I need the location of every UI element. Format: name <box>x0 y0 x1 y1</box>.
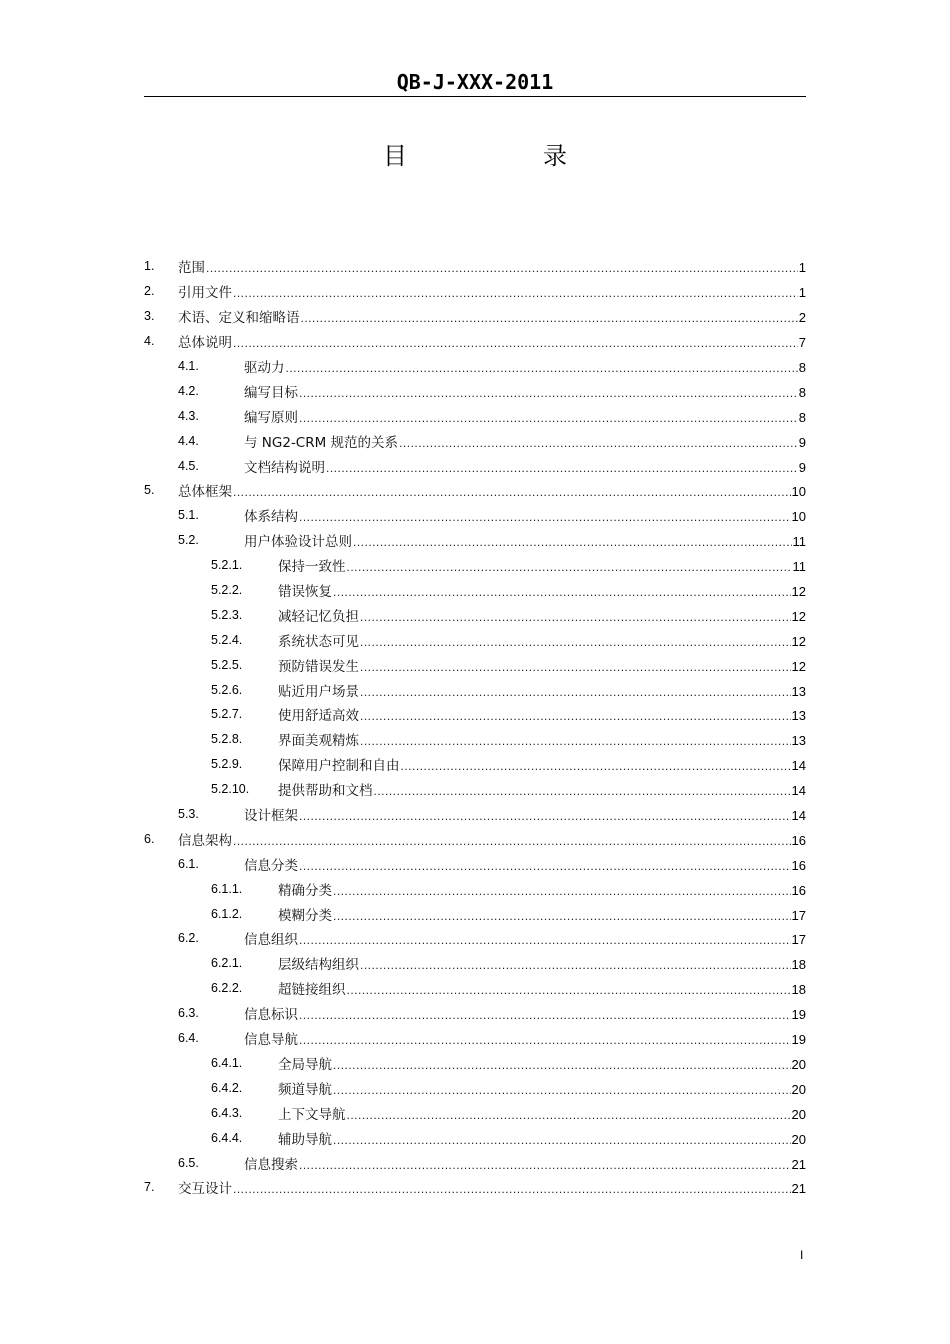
toc-entry-title: 编写原则 <box>244 409 298 426</box>
toc-entry[interactable] <box>144 329 806 354</box>
toc-dot-leader <box>299 1033 791 1047</box>
toc-entry-body <box>244 1153 806 1173</box>
toc-entry[interactable] <box>144 826 806 851</box>
toc-entry-title: 全局导航 <box>278 1056 332 1073</box>
toc-dot-leader <box>299 859 791 873</box>
toc-entry-number: 6.2. <box>178 931 199 946</box>
toc-entry-number: 4.2. <box>178 383 199 398</box>
toc-dot-leader <box>299 411 798 425</box>
toc-dot-leader <box>347 560 792 574</box>
toc-dot-leader <box>353 535 792 549</box>
toc-entry-number: 6.4.1. <box>211 1055 243 1070</box>
toc-entry-body <box>244 1003 806 1023</box>
toc-entry-page: 19 <box>791 1007 806 1023</box>
toc-entry-body <box>244 530 806 550</box>
toc-entry-number: 6.3. <box>178 1006 199 1021</box>
toc-entry-title: 设计框架 <box>244 808 298 825</box>
toc-entry[interactable] <box>144 1051 806 1076</box>
toc-entry-page: 17 <box>791 907 806 923</box>
toc-entry[interactable] <box>144 578 806 603</box>
toc-entry-number: 5.2.9. <box>211 757 243 772</box>
toc-dot-leader <box>333 1058 791 1072</box>
toc-entry-title: 信息组织 <box>244 932 298 949</box>
toc-entry-number: 4.1. <box>178 359 199 373</box>
toc-entry-number: 5.2.8. <box>211 732 243 747</box>
toc-entry-number: 6.1.2. <box>211 906 243 921</box>
toc-entry-page: 12 <box>791 658 806 674</box>
toc-entry-body <box>244 356 806 376</box>
toc-dot-leader <box>233 485 791 499</box>
toc-entry-page: 8 <box>798 360 806 375</box>
toc-entry[interactable] <box>144 1100 806 1125</box>
toc-entry-body <box>278 978 806 998</box>
toc-dot-leader <box>233 1182 791 1196</box>
toc-entry-body <box>278 605 806 625</box>
page-number: I <box>800 1248 804 1262</box>
toc-entry[interactable] <box>144 403 806 428</box>
toc-dot-leader <box>347 983 791 997</box>
toc-entry-body <box>278 779 806 799</box>
toc-entry-number: 5.2.1. <box>211 558 243 573</box>
toc-entry[interactable] <box>144 1125 806 1150</box>
toc-dot-leader <box>299 933 791 947</box>
toc-entry-title: 引用文件 <box>178 285 232 302</box>
toc-entry-number: 6.2.1. <box>211 956 243 971</box>
toc-entry-number: 4.4. <box>178 433 199 448</box>
toc-entry-body <box>278 953 806 973</box>
toc-entry-title: 保障用户控制和自由 <box>278 758 400 775</box>
toc-entry-title: 频道导航 <box>278 1081 332 1098</box>
toc-entry-body <box>278 879 806 899</box>
toc-entry-number: 6.5. <box>178 1155 199 1170</box>
toc-entry-number: 3. <box>144 309 155 324</box>
toc-entry-page: 20 <box>791 1106 806 1122</box>
toc-dot-leader <box>360 610 791 624</box>
toc-entry-body <box>278 1128 806 1148</box>
toc-entry-title: 超链接组织 <box>278 982 346 999</box>
toc-entry-page: 14 <box>791 758 806 774</box>
toc-entry-body <box>278 1103 806 1123</box>
toc-entry-title: 模糊分类 <box>278 907 332 924</box>
toc-entry-body <box>278 904 806 924</box>
toc-entry-page: 8 <box>798 409 806 425</box>
toc-entry-title: 贴近用户场景 <box>278 683 359 700</box>
toc-dot-leader <box>333 1083 791 1097</box>
toc-entry[interactable] <box>144 677 806 702</box>
toc-entry[interactable] <box>144 453 806 478</box>
toc-dot-leader <box>399 436 798 450</box>
toc-entry-title: 错误恢复 <box>278 584 332 601</box>
toc-entry-body <box>178 480 806 500</box>
toc-entry-title: 提供帮助和文档 <box>278 783 373 800</box>
toc-entry-body <box>244 928 806 948</box>
toc-entry-number: 6.4. <box>178 1031 199 1046</box>
toc-entry-body <box>278 680 806 700</box>
toc-title: 目 录 <box>383 142 623 170</box>
toc-entry-title: 信息搜索 <box>244 1156 298 1173</box>
toc-entry-page: 10 <box>791 484 806 500</box>
toc-entry-title: 预防错误发生 <box>278 658 359 675</box>
toc-entry-body <box>278 1053 806 1073</box>
toc-entry-body <box>278 704 806 724</box>
toc-entry-number: 5.1. <box>178 508 199 523</box>
toc-entry-page: 14 <box>791 783 806 799</box>
toc-entry-number: 5.2.7. <box>211 707 243 722</box>
toc-entry-title: 交互设计 <box>178 1181 232 1198</box>
toc-entry-title: 上下文导航 <box>278 1106 346 1123</box>
toc-entry-page: 21 <box>791 1181 806 1197</box>
toc-entry-number: 5.2.3. <box>211 607 243 622</box>
toc-dot-leader <box>360 635 791 649</box>
toc-entry-title: 减轻记忆负担 <box>278 608 359 625</box>
toc-entry-page: 17 <box>791 932 806 948</box>
toc-entry-page: 9 <box>798 434 806 450</box>
toc-entry-body <box>278 630 806 650</box>
toc-entry-page: 16 <box>791 832 806 848</box>
toc-entry-page: 2 <box>798 310 806 326</box>
toc-dot-leader <box>401 759 791 773</box>
toc-entry[interactable] <box>144 752 806 777</box>
toc-entry-title: 总体说明 <box>178 335 232 352</box>
toc-entry-title: 用户体验设计总则 <box>244 534 352 551</box>
toc-entry-page: 16 <box>791 857 806 873</box>
toc-entry-title: 文档结构说明 <box>244 459 325 476</box>
toc-entry-page: 8 <box>798 384 806 400</box>
toc-dot-leader <box>299 386 798 400</box>
toc-dot-leader <box>360 709 791 723</box>
toc-entry-page: 12 <box>791 633 806 649</box>
toc-dot-leader <box>326 461 798 475</box>
toc-entry-title: 总体框架 <box>178 484 232 501</box>
toc-entry-page: 13 <box>791 683 806 699</box>
toc-dot-leader <box>206 261 798 275</box>
table-of-contents <box>144 254 806 1200</box>
toc-entry-number: 6.1.1. <box>211 881 243 896</box>
toc-dot-leader <box>233 834 791 848</box>
toc-entry[interactable] <box>144 802 806 827</box>
toc-dot-leader <box>299 510 791 524</box>
toc-entry-body <box>244 456 806 476</box>
toc-entry-number: 5.2.10. <box>211 782 250 797</box>
toc-entry[interactable] <box>144 1001 806 1026</box>
toc-entry-page: 1 <box>798 285 806 301</box>
toc-entry-number: 4.3. <box>178 408 199 423</box>
toc-entry[interactable] <box>144 901 806 926</box>
toc-entry-number: 6.4.3. <box>211 1105 243 1120</box>
toc-entry-title: 层级结构组织 <box>278 957 359 974</box>
toc-dot-leader <box>360 734 791 748</box>
toc-entry-page: 21 <box>791 1156 806 1172</box>
toc-entry[interactable] <box>144 851 806 876</box>
toc-entry[interactable] <box>144 727 806 752</box>
toc-entry-title: 与 NG2-CRM 规范的关系 <box>244 434 399 451</box>
toc-entry-page: 11 <box>792 534 806 550</box>
toc-entry-number: 6. <box>144 831 155 846</box>
toc-entry[interactable] <box>144 926 806 951</box>
toc-entry[interactable] <box>144 279 806 304</box>
toc-entry[interactable] <box>144 702 806 727</box>
toc-entry-title: 信息分类 <box>244 857 298 874</box>
toc-entry-body <box>244 381 806 401</box>
toc-entry-title: 信息标识 <box>244 1007 298 1024</box>
toc-entry[interactable] <box>144 1075 806 1100</box>
toc-entry-page: 18 <box>791 957 806 973</box>
header-rule <box>144 96 806 97</box>
toc-dot-leader <box>360 958 791 972</box>
toc-entry-body <box>178 829 806 849</box>
toc-dot-leader <box>333 1133 791 1147</box>
toc-entry-number: 5.2. <box>178 533 199 548</box>
toc-entry-title: 范围 <box>178 260 205 277</box>
toc-entry-number: 5.2.6. <box>211 682 243 697</box>
toc-entry-page: 7 <box>798 335 806 351</box>
toc-entry[interactable] <box>144 378 806 403</box>
toc-entry-body <box>244 1028 806 1048</box>
toc-entry-body <box>244 431 806 451</box>
toc-entry-page: 20 <box>791 1131 806 1147</box>
toc-entry-body <box>278 729 806 749</box>
toc-entry-body <box>244 505 806 525</box>
toc-entry-title: 驱动力 <box>244 360 285 376</box>
toc-entry-number: 6.4.2. <box>211 1080 243 1095</box>
toc-dot-leader <box>233 336 798 350</box>
toc-dot-leader <box>233 286 798 300</box>
toc-entry-title: 体系结构 <box>244 509 298 526</box>
toc-entry-number: 4. <box>144 334 155 349</box>
toc-entry-title: 界面美观精炼 <box>278 733 359 750</box>
toc-entry[interactable] <box>144 1150 806 1175</box>
toc-dot-leader <box>299 809 791 823</box>
toc-entry-page: 13 <box>791 708 806 724</box>
toc-entry-number: 2. <box>144 284 155 299</box>
toc-entry-number: 6.1. <box>178 856 199 871</box>
toc-dot-leader <box>301 311 798 325</box>
toc-dot-leader <box>299 1158 791 1172</box>
toc-entry-body <box>278 754 806 774</box>
toc-entry[interactable] <box>144 951 806 976</box>
toc-entry-page: 13 <box>791 733 806 749</box>
toc-entry-body <box>278 580 806 600</box>
toc-entry-body <box>178 306 806 326</box>
toc-entry-number: 5.2.5. <box>211 657 243 672</box>
toc-entry-number: 5.2.4. <box>211 632 243 647</box>
toc-entry[interactable] <box>144 553 806 578</box>
toc-dot-leader <box>374 784 791 798</box>
toc-entry-page: 18 <box>791 982 806 998</box>
toc-entry[interactable] <box>144 1175 806 1200</box>
toc-entry[interactable] <box>144 528 806 553</box>
toc-entry-page: 16 <box>791 882 806 898</box>
toc-entry[interactable] <box>144 478 806 503</box>
toc-dot-leader <box>360 660 791 674</box>
toc-entry-title: 信息架构 <box>178 832 232 849</box>
toc-entry[interactable] <box>144 503 806 528</box>
toc-entry[interactable] <box>144 254 806 279</box>
toc-entry-body <box>178 281 806 301</box>
toc-entry-page: 1 <box>798 260 806 276</box>
toc-entry-body <box>244 406 806 426</box>
toc-entry-page: 9 <box>798 459 806 475</box>
toc-entry-title: 术语、定义和缩略语 <box>178 310 300 327</box>
toc-entry-page: 20 <box>791 1056 806 1072</box>
toc-entry-body <box>178 256 806 276</box>
toc-entry-title: 辅助导航 <box>278 1131 332 1148</box>
toc-entry-title: 编写目标 <box>244 384 298 401</box>
toc-entry-number: 6.2.2. <box>211 981 243 996</box>
toc-entry[interactable] <box>144 627 806 652</box>
toc-entry-body <box>278 1078 806 1098</box>
toc-entry[interactable] <box>144 777 806 802</box>
toc-entry-title: 信息导航 <box>244 1032 298 1049</box>
toc-entry-body <box>278 555 806 575</box>
document-code-header: QB-J-XXX-2011 <box>396 70 554 94</box>
toc-entry-title: 精确分类 <box>278 882 332 899</box>
toc-entry[interactable] <box>144 976 806 1001</box>
toc-dot-leader <box>360 685 791 699</box>
toc-entry-number: 5. <box>144 483 155 498</box>
toc-entry-page: 19 <box>791 1032 806 1048</box>
toc-entry-page: 14 <box>791 808 806 824</box>
toc-entry-title: 系统状态可见 <box>278 633 359 650</box>
toc-entry-body <box>244 804 806 824</box>
toc-entry[interactable] <box>144 304 806 329</box>
toc-entry[interactable] <box>144 602 806 627</box>
toc-entry-page: 10 <box>791 509 806 525</box>
toc-entry-number: 7. <box>144 1180 155 1195</box>
toc-entry-title: 保持一致性 <box>278 559 346 576</box>
toc-dot-leader <box>286 361 798 375</box>
toc-entry[interactable] <box>144 652 806 677</box>
toc-entry-body <box>244 854 806 874</box>
toc-entry-page: 11 <box>792 559 806 575</box>
toc-entry-number: 5.2.2. <box>211 583 243 598</box>
toc-entry-title: 使用舒适高效 <box>278 708 359 725</box>
toc-entry-body <box>178 331 806 351</box>
toc-dot-leader <box>299 1008 791 1022</box>
toc-entry-body <box>278 655 806 675</box>
toc-entry-number: 6.4.4. <box>211 1130 243 1145</box>
toc-entry-number: 1. <box>144 259 155 274</box>
toc-entry-number: 5.3. <box>178 807 199 822</box>
toc-entry-body <box>178 1177 806 1197</box>
toc-dot-leader <box>333 909 791 923</box>
toc-dot-leader <box>333 585 791 599</box>
toc-entry-number: 4.5. <box>178 458 199 473</box>
toc-dot-leader <box>347 1108 791 1122</box>
toc-dot-leader <box>333 884 791 898</box>
toc-entry-page: 12 <box>791 584 806 600</box>
toc-entry-page: 12 <box>791 608 806 624</box>
toc-entry[interactable] <box>144 1026 806 1051</box>
toc-entry-page: 20 <box>791 1081 806 1097</box>
toc-entry[interactable] <box>144 876 806 901</box>
toc-entry[interactable] <box>144 354 806 379</box>
toc-entry[interactable] <box>144 428 806 453</box>
